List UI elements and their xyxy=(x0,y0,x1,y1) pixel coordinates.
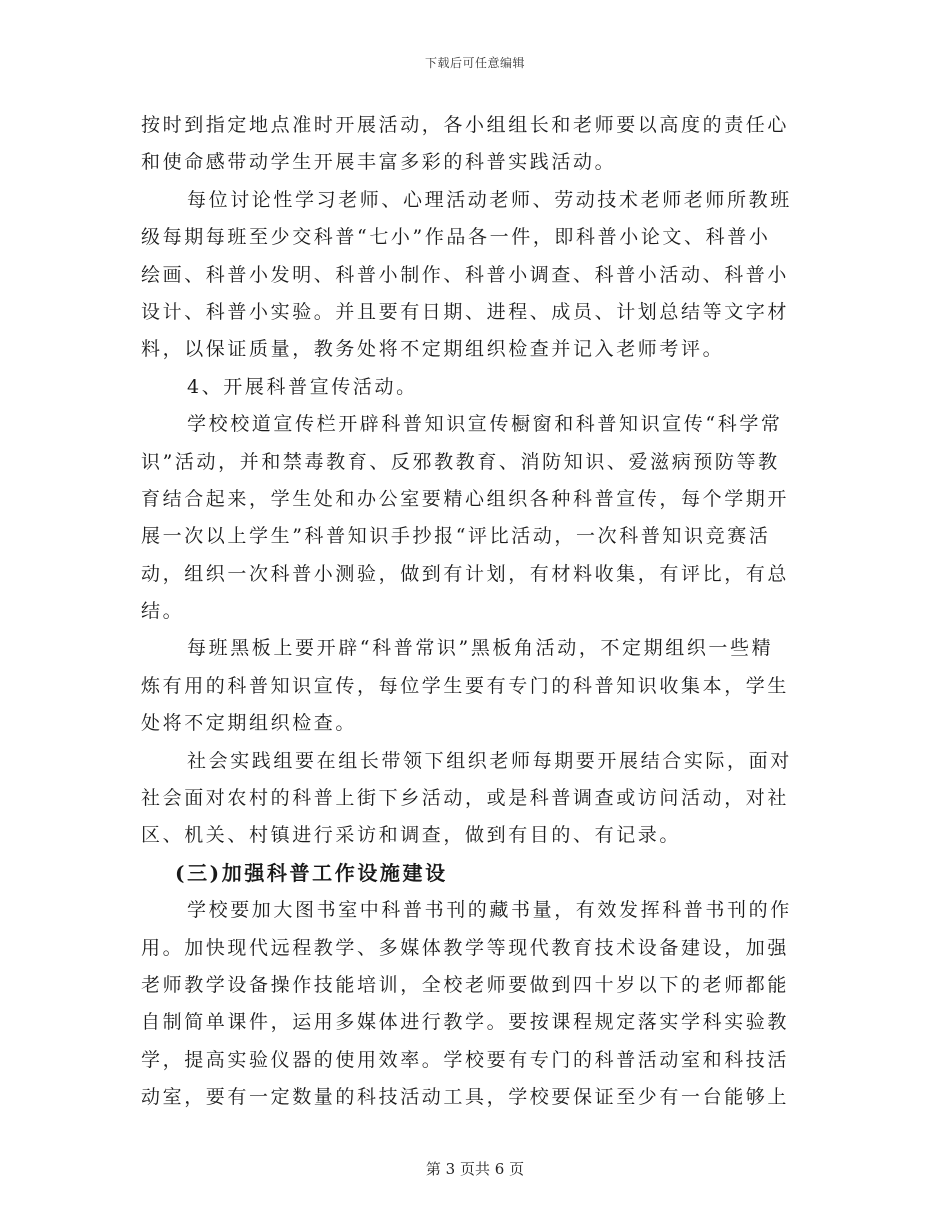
text-line: 和使命感带动学生开展丰富多彩的科普实践活动。 xyxy=(141,151,617,174)
text-line: 识”活动，并和禁毒教育、反邪教教育、消防知识、爱滋病预防等教 xyxy=(141,450,780,473)
text-line: 学校校道宣传栏开辟科普知识宣传橱窗和科普知识宣传“科学常 xyxy=(187,413,783,436)
text-line: 社会实践组要在组长带领下组织老师每期要开展结合实际，面对 xyxy=(187,749,792,772)
text-line: 4、开展科普宣传活动。 xyxy=(187,375,418,398)
text-line: 社会面对农村的科普上街下乡活动，或是科普调查或访问活动，对社 xyxy=(141,787,790,810)
text-line: 结。 xyxy=(141,600,185,623)
text-line: 炼有用的科普知识宣传，每位学生要有专门的科普知识收集本，学生 xyxy=(141,674,790,697)
text-line: 每班黑板上要开辟“科普常识”黑板角活动，不定期组织一些精 xyxy=(187,637,774,660)
text-line: 育结合起来，学生处和办公室要精心组织各种科普宣传，每个学期开 xyxy=(141,487,790,510)
text-line: 动室，要有一定数量的科技活动工具，学校要保证至少有一台能够上 xyxy=(141,1086,790,1109)
text-line: 老师教学设备操作技能培训，全校老师要做到四十岁以下的老师都能 xyxy=(141,973,790,996)
text-line: 展一次以上学生”科普知识手抄报“评比活动，一次科普知识竞赛活 xyxy=(141,525,771,548)
text-line: 按时到指定地点准时开展活动，各小组组长和老师要以高度的责任心 xyxy=(141,114,790,136)
text-line: 级每期每班至少交科普“七小”作品各一件，即科普小论文、科普小 xyxy=(141,226,771,249)
document-body xyxy=(141,107,809,1117)
text-line: 学，提高实验仪器的使用效率。学校要有专门的科普活动室和科技活 xyxy=(141,1048,790,1071)
text-line: 处将不定期组织检查。 xyxy=(141,712,358,735)
text-line: 用。加快现代远程教学、多媒体教学等现代教育技术设备建设，加强 xyxy=(141,936,790,959)
page-footer: 第 3 页共 6 页 xyxy=(425,1160,525,1178)
page-header: 下载后可任意编辑 xyxy=(424,56,525,70)
text-line: 自制简单课件，运用多媒体进行教学。要按课程规定落实学科实验教 xyxy=(141,1011,790,1034)
text-line: 区、机关、村镇进行采访和调查，做到有目的、有记录。 xyxy=(141,824,682,847)
text-line: 设计、科普小实验。并且要有日期、进程、成员、计划总结等文字材 xyxy=(141,300,790,323)
text-line: 每位讨论性学习老师、心理活动老师、劳动技术老师老师所教班 xyxy=(187,188,792,211)
text-line: 料，以保证质量，教务处将不定期组织检查并记入老师考评。 xyxy=(141,338,725,361)
text-line: 学校要加大图书室中科普书刊的藏书量，有效发挥科普书刊的作 xyxy=(187,899,792,922)
section-heading: (三)加强科普工作设施建设 xyxy=(175,860,448,885)
text-line: 绘画、科普小发明、科普小制作、科普小调查、科普小活动、科普小 xyxy=(141,263,790,286)
text-line: 动，组织一次科普小测验，做到有计划，有材料收集，有评比，有总 xyxy=(141,562,790,585)
